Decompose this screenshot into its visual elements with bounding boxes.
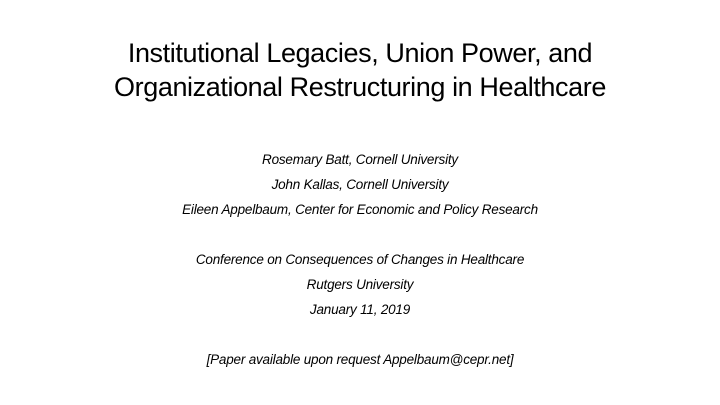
author-list: [60, 147, 660, 222]
conference-name: Conference on Consequences of Changes in Healthcare: [195, 252, 525, 267]
conference-venue: Rutgers University: [306, 277, 414, 292]
slide-title: [60, 36, 660, 104]
conference-info: [60, 247, 660, 322]
author-line: Rosemary Batt, Cornell University: [262, 152, 458, 167]
author-line: John Kallas, Cornell University: [271, 177, 449, 192]
title-line-2: Organizational Restructuring in Healthcare: [114, 72, 606, 102]
author-line: Eileen Appelbaum, Center for Economic and Policy Research: [182, 202, 538, 217]
paper-note-text: [Paper available upon request Appelbaum@cepr.net]: [206, 352, 514, 367]
paper-availability-note: [60, 347, 660, 372]
title-line-1: Institutional Legacies, Union Power, and: [127, 38, 593, 68]
conference-date: January 11, 2019: [309, 302, 411, 317]
